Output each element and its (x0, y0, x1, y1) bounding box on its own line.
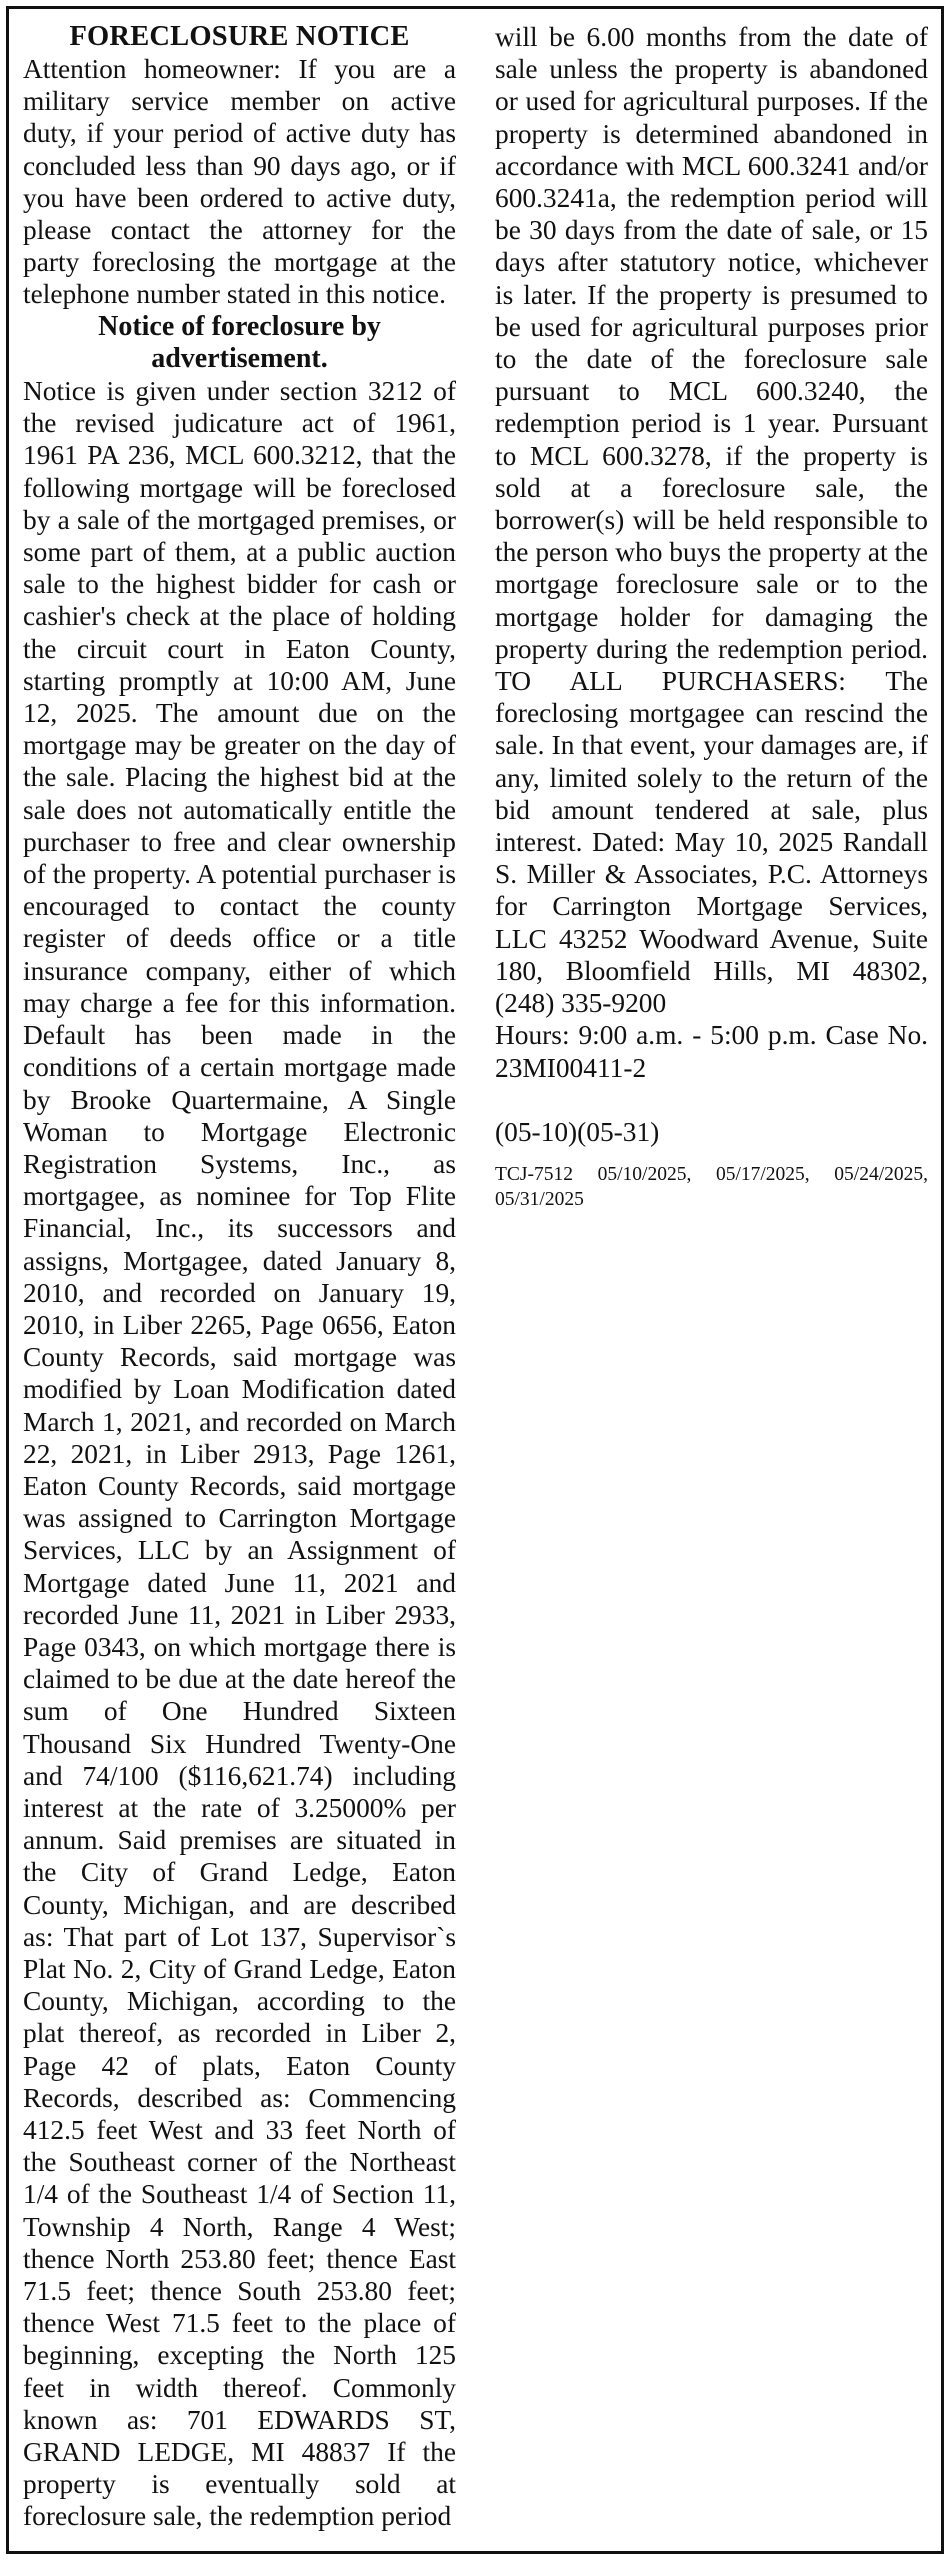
notice-body-paragraph: Notice is given under section 3212 of the revised judicature act of 1961, 1961 PA 236, MCL 600.3212, that the following mortgage will be foreclosed by a sale of the mortgaged premises, or some part of them, at a public auction sale to the highest bidder for cash or cashier's check at the place of holding the circuit court in Eaton County, starting promptly at 10:00 AM, June 12, 2025. The amount due on the mortgage may be greater on the day of the sale. Placing the highest bid at the sale does not automatically entitle the purchaser to free and clear ownership of the property. A potential purchaser is encouraged to contact the county register of deeds office or a title insurance company, either of which may charge a fee for this information. Default has been made in the conditions of a certain mortgage made by Brooke Quartermaine, A Single Woman to Mortgage Electronic Registration Systems, Inc., as mortgagee, as nominee for Top Flite Financial, Inc., its successors and assigns, Mortgagee, dated January 8, 2010, and recorded on January 19, 2010, in Liber 2265, Page 0656, Eaton County Records, said mortgage was modified by Loan Modification dated March 1, 2021, and recorded on March 22, 2021, in Liber 2913, Page 1261, Eaton County Records, said mortgage was assigned to Carrington Mortgage Services, LLC by an Assignment of Mortgage dated June 11, 2021 and recorded June 11, 2021 in Liber 2933, Page 0343, on which mortgage there is claimed to be due at the date hereof the sum of One Hundred Sixteen Thousand Six Hundred Twenty-One and 74/100 ($116,621.74) including interest at the rate of 3.25000% per annum. Said premises are situated in the City of Grand Ledge, Eaton County, Michigan, and are described as: That part of Lot 137, Supervisor`s Plat No. 2, City of Grand Ledge, Eaton County, Michigan, according to the plat thereof, as recorded in Liber 2, Page 42 of plats, Eaton County Records, described as: Commencing 412.5 feet West and 33 feet North of the Southeast corner of the Northeast 1/4 of the Southeast 1/4 of Section 11, Township 4 North, Range 4 West; thence North 253.80 feet; thence East 71.5 feet; thence South 253.80 feet; thence West 71.5 feet to the place of beginning, excepting the North 125 feet in width thereof. Commonly known as: 701 EDWARDS ST, GRAND LEDGE, MI 48837 If the property is eventually sold at foreclosure sale, the redemption period (23, 376, 456, 2532)
military-notice-paragraph: Attention homeowner: If you are a military service member on active duty, if your period of active duty has concluded less than 90 days ago, or if you have been ordered to active duty, please contact the attorney for the party foreclosing the mortgage at the telephone number stated in this notice. (23, 54, 456, 310)
notice-body-continued: will be 6.00 months from the date of sale unless the property is abandoned or used for agricultural purposes. If the property is determined abandoned in accordance with MCL 600.3241 and/or 600.3241a, the redemption period will be 30 days from the date of sale, or 15 days after statutory notice, whichever is later. If the property is presumed to be used for agricultural purposes prior to the date of the foreclosure sale pursuant to MCL 600.3240, the redemption period is 1 year. Pursuant to MCL 600.3278, if the property is sold at a foreclosure sale, the borrower(s) will be held responsible to the person who buys the property at the mortgage foreclosure sale or to the mortgage holder for damaging the property during the redemption period. TO ALL PURCHASERS: The foreclosing mortgagee can rescind the sale. In that event, your damages are, if any, limited solely to the return of the bid amount tendered at sale, plus interest. Dated: May 10, 2025 Randall S. Miller & Associates, P.C. Attorneys for Carrington Mortgage Services, LLC 43252 Woodward Avenue, Suite 180, Bloomfield Hills, MI 48302, (248) 335-9200 (495, 22, 928, 1019)
notice-subtitle: Notice of foreclosure by advertisement. (98, 310, 381, 374)
notice-frame (6, 6, 944, 2554)
spacer (495, 1084, 928, 1116)
hours-and-case-number: Hours: 9:00 a.m. - 5:00 p.m. Case No. 23MI00411-2 (495, 1020, 928, 1083)
notice-title: FORECLOSURE NOTICE (69, 21, 410, 52)
notice-right-column (495, 21, 928, 1212)
notice-left-column (23, 21, 456, 2533)
publication-footer-code: TCJ-7512 05/10/2025, 05/17/2025, 05/24/2025, 05/31/2025 (495, 1163, 928, 1210)
publication-dates: (05-10)(05-31) (495, 1116, 660, 1147)
